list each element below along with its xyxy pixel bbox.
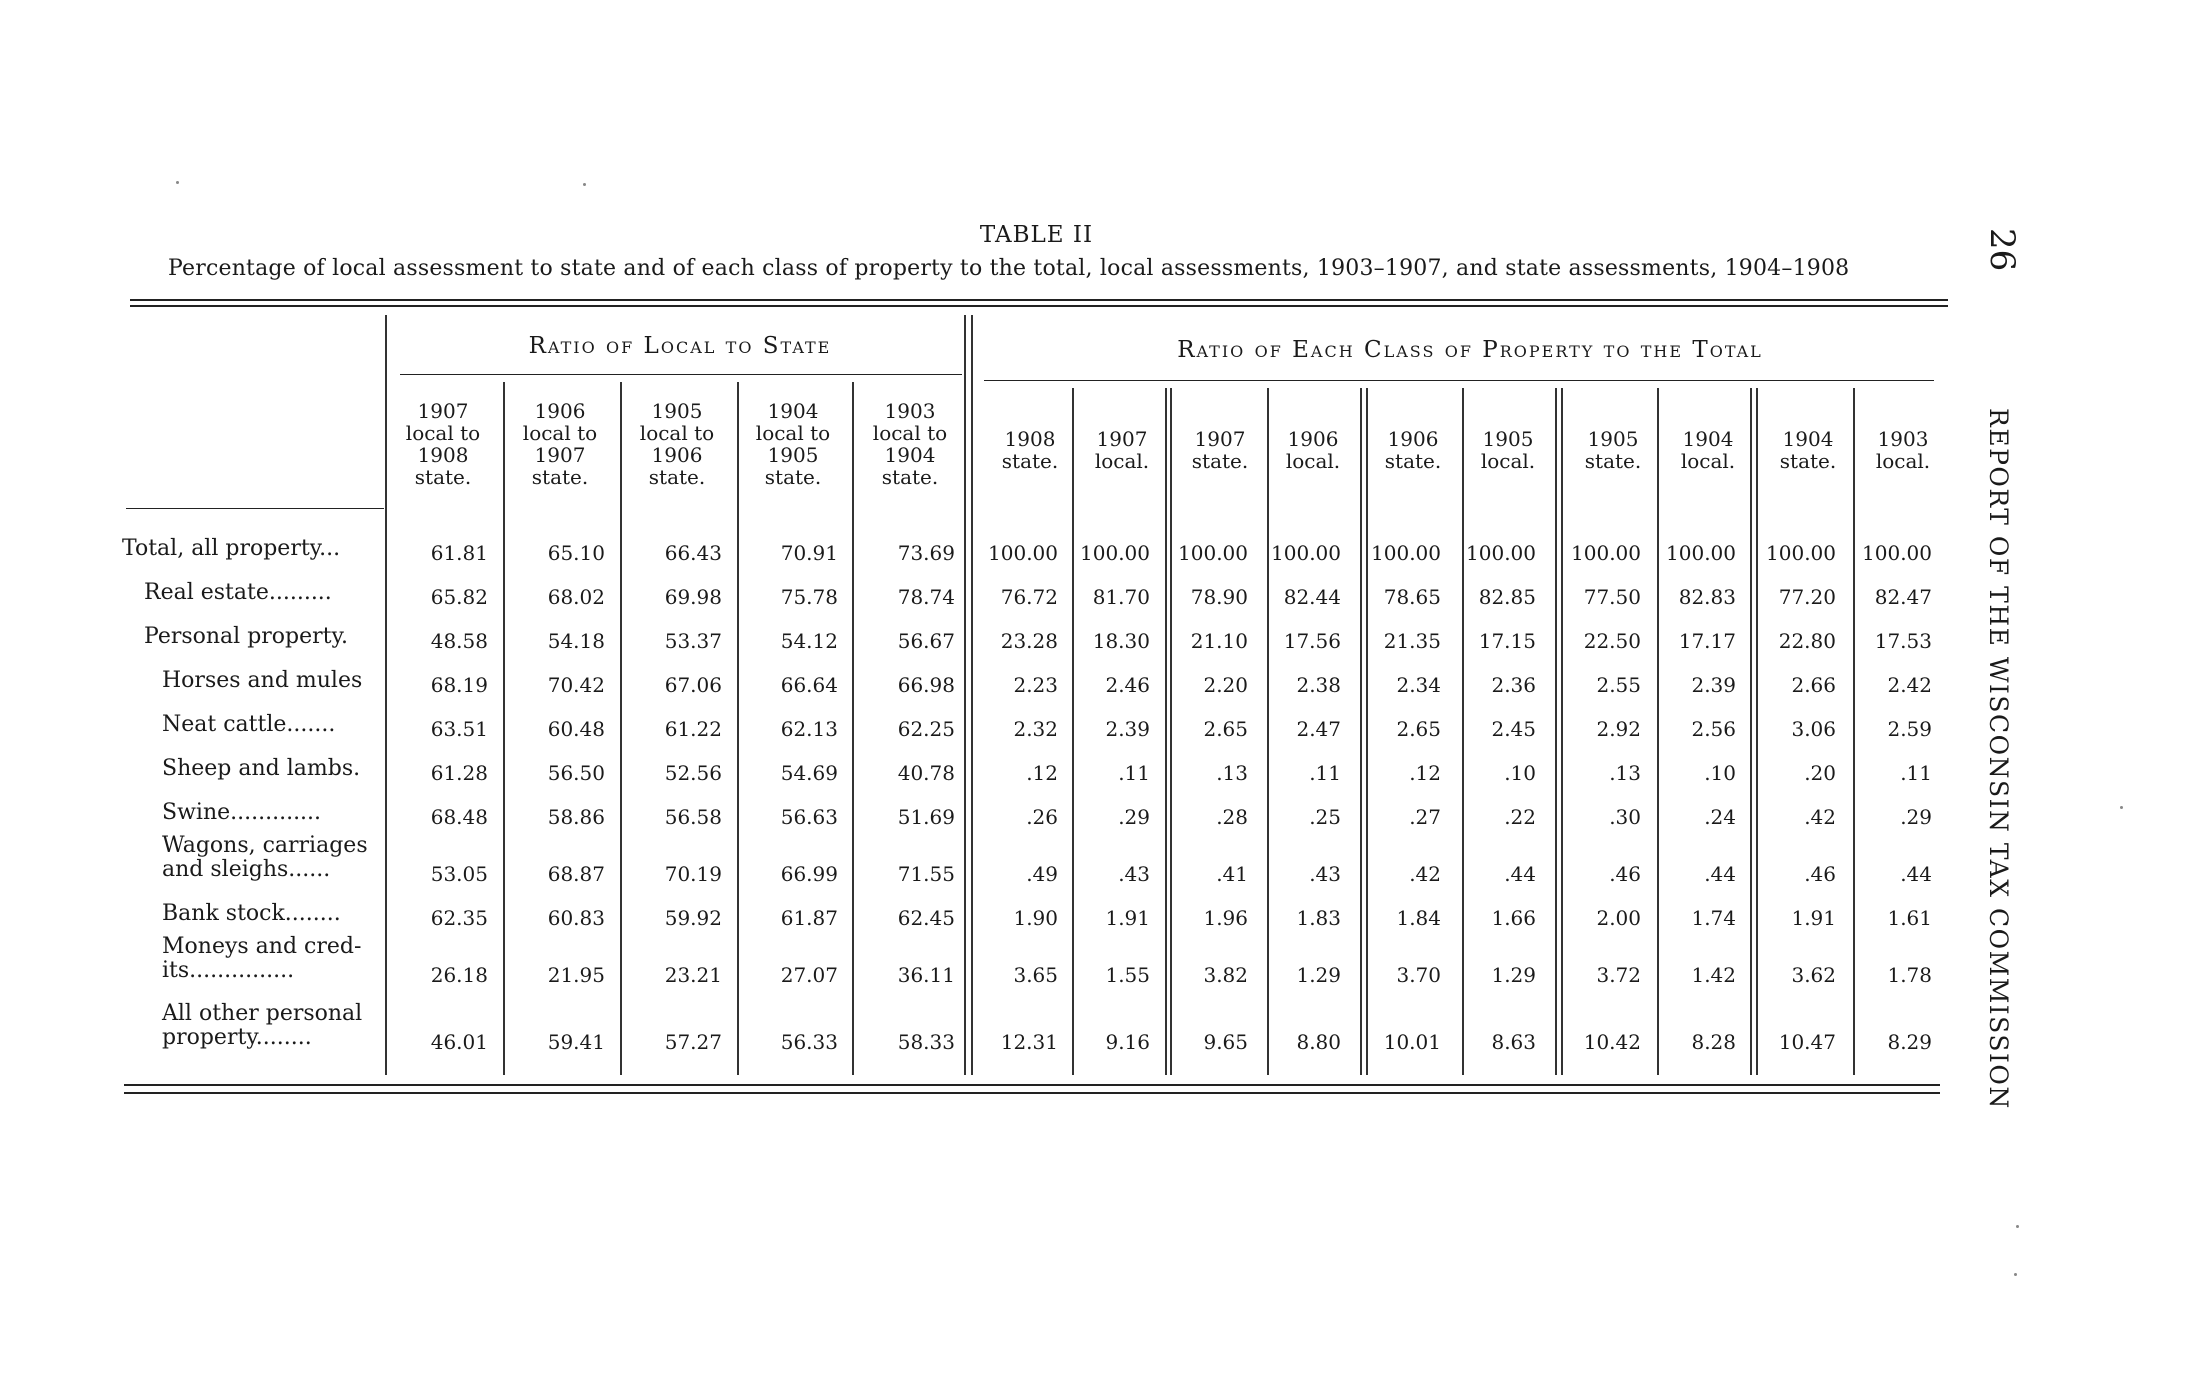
row-label bbox=[144, 581, 332, 605]
table-cell: 62.45 bbox=[897, 906, 955, 930]
table-cell: 2.00 bbox=[1596, 906, 1641, 930]
table-cell: 68.19 bbox=[430, 673, 488, 697]
table-cell: 1.91 bbox=[1791, 906, 1836, 930]
table-cell: 18.30 bbox=[1092, 629, 1150, 653]
table-cell: 100.00 bbox=[1178, 541, 1248, 565]
column-header-line: local. bbox=[1875, 449, 1931, 473]
table-cell: .11 bbox=[1900, 761, 1932, 785]
column-header-line: state. bbox=[1001, 449, 1059, 473]
table-cell: 2.59 bbox=[1887, 717, 1932, 741]
table-cell: 2.34 bbox=[1396, 673, 1441, 697]
table-cell: 8.29 bbox=[1887, 1030, 1932, 1054]
row-label bbox=[162, 669, 362, 693]
table-cell: 2.92 bbox=[1596, 717, 1641, 741]
table-cell: 2.23 bbox=[1013, 673, 1058, 697]
table-cell: .20 bbox=[1804, 761, 1836, 785]
table-cell: .30 bbox=[1609, 805, 1641, 829]
table-cell: 100.00 bbox=[1862, 541, 1932, 565]
table-cell: 23.28 bbox=[1000, 629, 1058, 653]
table-cell: 100.00 bbox=[1371, 541, 1441, 565]
column-header-line: 1905 bbox=[651, 399, 703, 423]
table-cell: 1.66 bbox=[1491, 906, 1536, 930]
table-cell: 1.83 bbox=[1296, 906, 1341, 930]
table-cell: 62.35 bbox=[430, 906, 488, 930]
table-cell: 2.66 bbox=[1791, 673, 1836, 697]
row-label bbox=[162, 713, 335, 737]
running-head: REPORT OF THE WISCONSIN TAX COMMISSION bbox=[1984, 408, 2013, 1110]
group-header-class-to-total: Ratio of Each Class of Property to the Total bbox=[1177, 337, 1763, 363]
table-cell: .46 bbox=[1609, 862, 1641, 886]
page-number: 26 bbox=[1982, 228, 2022, 272]
table-cell: .11 bbox=[1309, 761, 1341, 785]
table-cell: 82.44 bbox=[1283, 585, 1341, 609]
table-cell: .11 bbox=[1118, 761, 1150, 785]
table-cell: 78.90 bbox=[1190, 585, 1248, 609]
table-cell: 100.00 bbox=[1080, 541, 1150, 565]
table-cell: 1.90 bbox=[1013, 906, 1058, 930]
table-cell: 77.20 bbox=[1778, 585, 1836, 609]
column-header-line: state. bbox=[1384, 449, 1442, 473]
rule-top bbox=[130, 305, 1948, 307]
table-cell: 58.33 bbox=[897, 1030, 955, 1054]
row-label bbox=[162, 834, 368, 882]
table-cell: 61.22 bbox=[664, 717, 722, 741]
table-cell: 2.36 bbox=[1491, 673, 1536, 697]
table-cell: 70.42 bbox=[547, 673, 605, 697]
column-header-line: 1905 bbox=[1482, 427, 1534, 451]
table-cell: .28 bbox=[1216, 805, 1248, 829]
column-header-line: state. bbox=[1584, 449, 1642, 473]
table-cell: 60.48 bbox=[547, 717, 605, 741]
table-cell: 62.13 bbox=[780, 717, 838, 741]
table-cell: 100.00 bbox=[988, 541, 1058, 565]
table-cell: 67.06 bbox=[664, 673, 722, 697]
table-cell: 56.63 bbox=[780, 805, 838, 829]
table-cell: 70.19 bbox=[664, 862, 722, 886]
table-cell: .22 bbox=[1504, 805, 1536, 829]
row-label-line: Horses and mules bbox=[162, 668, 363, 693]
group-header-local-to-state: Ratio of Local to State bbox=[528, 333, 832, 359]
table-cell: 2.20 bbox=[1203, 673, 1248, 697]
table-cell: 1.96 bbox=[1203, 906, 1248, 930]
column-header-line: local. bbox=[1094, 449, 1150, 473]
row-label-line: its............... bbox=[162, 958, 295, 983]
column-header-line: 1904 bbox=[767, 399, 819, 423]
column-header bbox=[1650, 428, 1766, 472]
row-label bbox=[162, 1002, 362, 1050]
row-label-line: Neat cattle....... bbox=[162, 712, 336, 737]
column-header-line: state. bbox=[764, 465, 822, 489]
column-header-line: 1904 bbox=[1682, 427, 1734, 451]
table-cell: .27 bbox=[1409, 805, 1441, 829]
table-cell: 53.05 bbox=[430, 862, 488, 886]
table-cell: 1.61 bbox=[1887, 906, 1932, 930]
table-cell: 76.72 bbox=[1000, 585, 1058, 609]
table-cell: 3.65 bbox=[1013, 963, 1058, 987]
rule-under-headers bbox=[126, 508, 384, 509]
table-cell: 17.53 bbox=[1874, 629, 1932, 653]
table-cell: 59.41 bbox=[547, 1030, 605, 1054]
row-label bbox=[162, 902, 341, 926]
scan-speck bbox=[2016, 1225, 2019, 1228]
table-cell: 9.16 bbox=[1105, 1030, 1150, 1054]
column-header-line: 1905 bbox=[767, 443, 819, 467]
table-cell: .24 bbox=[1704, 805, 1736, 829]
row-label bbox=[162, 801, 321, 825]
row-label-line: property........ bbox=[162, 1025, 312, 1050]
table-cell: 21.95 bbox=[547, 963, 605, 987]
table-cell: 53.37 bbox=[664, 629, 722, 653]
table-cell: 10.47 bbox=[1778, 1030, 1836, 1054]
table-cell: 2.38 bbox=[1296, 673, 1341, 697]
column-header-line: local. bbox=[1680, 449, 1736, 473]
rule-under-group bbox=[984, 380, 1934, 381]
table-cell: 66.99 bbox=[780, 862, 838, 886]
table-cell: 2.39 bbox=[1105, 717, 1150, 741]
column-header-line: 1906 bbox=[1287, 427, 1339, 451]
table-cell: 1.29 bbox=[1491, 963, 1536, 987]
table-caption: Percentage of local assessment to state and of each class of property to the total, local assessments, 1903–1907, and state assessments, 1904–1908 bbox=[168, 256, 1850, 281]
column-header-line: local to bbox=[639, 421, 715, 445]
column-header-line: local to bbox=[872, 421, 948, 445]
table-cell: 82.83 bbox=[1678, 585, 1736, 609]
table-cell: 100.00 bbox=[1271, 541, 1341, 565]
row-label-line: All other personal bbox=[162, 1001, 363, 1026]
scan-speck bbox=[2014, 1273, 2017, 1276]
table-cell: 56.50 bbox=[547, 761, 605, 785]
table-cell: 1.78 bbox=[1887, 963, 1932, 987]
table-cell: 2.45 bbox=[1491, 717, 1536, 741]
table-cell: 60.83 bbox=[547, 906, 605, 930]
column-header-line: local. bbox=[1480, 449, 1536, 473]
table-cell: 56.67 bbox=[897, 629, 955, 653]
table-cell: 26.18 bbox=[430, 963, 488, 987]
table-cell: .10 bbox=[1704, 761, 1736, 785]
table-cell: .41 bbox=[1216, 862, 1248, 886]
table-cell: 68.87 bbox=[547, 862, 605, 886]
table-cell: 8.80 bbox=[1296, 1030, 1341, 1054]
table-cell: 3.70 bbox=[1396, 963, 1441, 987]
column-header bbox=[852, 400, 968, 488]
table-cell: .49 bbox=[1026, 862, 1058, 886]
column-header-line: state. bbox=[531, 465, 589, 489]
table-cell: 2.55 bbox=[1596, 673, 1641, 697]
row-label bbox=[162, 935, 361, 983]
table-cell: 2.65 bbox=[1203, 717, 1248, 741]
row-label-line: Real estate......... bbox=[144, 580, 332, 605]
table-cell: .44 bbox=[1900, 862, 1932, 886]
table-cell: 1.55 bbox=[1105, 963, 1150, 987]
table-cell: 10.01 bbox=[1383, 1030, 1441, 1054]
table-cell: 2.46 bbox=[1105, 673, 1150, 697]
row-label-line: Sheep and lambs. bbox=[162, 756, 361, 781]
table-cell: 77.50 bbox=[1583, 585, 1641, 609]
table-cell: 61.81 bbox=[430, 541, 488, 565]
table-cell: 2.42 bbox=[1887, 673, 1932, 697]
column-header-line: state. bbox=[1191, 449, 1249, 473]
table-cell: 70.91 bbox=[780, 541, 838, 565]
table-cell: 22.50 bbox=[1583, 629, 1641, 653]
column-header-line: local to bbox=[755, 421, 831, 445]
table-cell: 3.06 bbox=[1791, 717, 1836, 741]
table-cell: 100.00 bbox=[1466, 541, 1536, 565]
column-header-line: 1908 bbox=[417, 443, 469, 467]
row-label-line: Moneys and cred- bbox=[162, 934, 362, 959]
table-cell: 1.74 bbox=[1691, 906, 1736, 930]
table-cell: .44 bbox=[1704, 862, 1736, 886]
table-cell: 61.28 bbox=[430, 761, 488, 785]
table-cell: .26 bbox=[1026, 805, 1058, 829]
table-cell: 8.63 bbox=[1491, 1030, 1536, 1054]
table-cell: 56.58 bbox=[664, 805, 722, 829]
table-cell: 8.28 bbox=[1691, 1030, 1736, 1054]
table-cell: 58.86 bbox=[547, 805, 605, 829]
table-cell: 36.11 bbox=[897, 963, 955, 987]
rule-bottom bbox=[124, 1084, 1940, 1086]
table-cell: 57.27 bbox=[664, 1030, 722, 1054]
column-header-line: 1903 bbox=[1877, 427, 1929, 451]
table-cell: 48.58 bbox=[430, 629, 488, 653]
table-cell: 66.98 bbox=[897, 673, 955, 697]
column-header-line: local to bbox=[522, 421, 598, 445]
column-header-line: local to bbox=[405, 421, 481, 445]
table-cell: 2.32 bbox=[1013, 717, 1058, 741]
table-cell: 69.98 bbox=[664, 585, 722, 609]
table-cell: 73.69 bbox=[897, 541, 955, 565]
table-cell: 1.42 bbox=[1691, 963, 1736, 987]
table-cell: 78.74 bbox=[897, 585, 955, 609]
column-header bbox=[735, 400, 851, 488]
row-label bbox=[122, 537, 340, 561]
table-cell: 21.35 bbox=[1383, 629, 1441, 653]
table-cell: 65.82 bbox=[430, 585, 488, 609]
table-cell: .42 bbox=[1409, 862, 1441, 886]
row-label-line: Personal property. bbox=[144, 624, 349, 649]
table-cell: 78.65 bbox=[1383, 585, 1441, 609]
table-cell: 81.70 bbox=[1092, 585, 1150, 609]
table-cell: .42 bbox=[1804, 805, 1836, 829]
column-header-line: state. bbox=[648, 465, 706, 489]
table-cell: 23.21 bbox=[664, 963, 722, 987]
table-cell: 71.55 bbox=[897, 862, 955, 886]
table-cell: .13 bbox=[1609, 761, 1641, 785]
table-cell: 2.39 bbox=[1691, 673, 1736, 697]
table-cell: 21.10 bbox=[1190, 629, 1248, 653]
table-cell: .46 bbox=[1804, 862, 1836, 886]
table-cell: 63.51 bbox=[430, 717, 488, 741]
table-cell: 54.12 bbox=[780, 629, 838, 653]
column-header bbox=[1450, 428, 1566, 472]
table-cell: 61.87 bbox=[780, 906, 838, 930]
table-cell: 51.69 bbox=[897, 805, 955, 829]
column-header-line: 1903 bbox=[884, 399, 936, 423]
table-cell: 68.48 bbox=[430, 805, 488, 829]
column-header-line: 1907 bbox=[1096, 427, 1148, 451]
table-cell: .29 bbox=[1900, 805, 1932, 829]
rule-under-group bbox=[400, 374, 962, 375]
table-cell: 66.43 bbox=[664, 541, 722, 565]
table-cell: .44 bbox=[1504, 862, 1536, 886]
table-cell: 3.72 bbox=[1596, 963, 1641, 987]
column-header-line: 1906 bbox=[1387, 427, 1439, 451]
table-cell: .43 bbox=[1118, 862, 1150, 886]
table-cell: 40.78 bbox=[897, 761, 955, 785]
table-cell: 10.42 bbox=[1583, 1030, 1641, 1054]
rule-bottom bbox=[124, 1092, 1940, 1094]
column-header bbox=[1845, 428, 1961, 472]
column-header-line: 1907 bbox=[534, 443, 586, 467]
table-cell: 17.17 bbox=[1678, 629, 1736, 653]
table-title: TABLE II bbox=[979, 222, 1094, 248]
table-cell: 1.29 bbox=[1296, 963, 1341, 987]
table-cell: .29 bbox=[1118, 805, 1150, 829]
table-cell: 2.65 bbox=[1396, 717, 1441, 741]
table-cell: 3.82 bbox=[1203, 963, 1248, 987]
table-cell: 9.65 bbox=[1203, 1030, 1248, 1054]
table-cell: .12 bbox=[1026, 761, 1058, 785]
row-label-line: and sleighs...... bbox=[162, 857, 331, 882]
row-label-line: Total, all property... bbox=[122, 536, 341, 561]
row-label-line: Bank stock........ bbox=[162, 901, 341, 926]
table-cell: .43 bbox=[1309, 862, 1341, 886]
table-cell: .10 bbox=[1504, 761, 1536, 785]
table-cell: 54.18 bbox=[547, 629, 605, 653]
table-cell: 52.56 bbox=[664, 761, 722, 785]
table-cell: 100.00 bbox=[1666, 541, 1736, 565]
column-header bbox=[1255, 428, 1371, 472]
table-cell: 17.15 bbox=[1478, 629, 1536, 653]
table-cell: 68.02 bbox=[547, 585, 605, 609]
table-cell: 75.78 bbox=[780, 585, 838, 609]
table-cell: 3.62 bbox=[1791, 963, 1836, 987]
column-header-line: 1906 bbox=[651, 443, 703, 467]
table-cell: 1.84 bbox=[1396, 906, 1441, 930]
column-header-line: state. bbox=[1779, 449, 1837, 473]
table-cell: .13 bbox=[1216, 761, 1248, 785]
table-cell: .25 bbox=[1309, 805, 1341, 829]
table-cell: 2.47 bbox=[1296, 717, 1341, 741]
table-cell: 1.91 bbox=[1105, 906, 1150, 930]
table-cell: 65.10 bbox=[547, 541, 605, 565]
table-cell: 17.56 bbox=[1283, 629, 1341, 653]
column-header-line: state. bbox=[414, 465, 472, 489]
scan-speck bbox=[583, 183, 586, 186]
column-header-line: 1907 bbox=[417, 399, 469, 423]
column-header bbox=[385, 400, 501, 488]
row-label bbox=[144, 625, 348, 649]
column-header bbox=[502, 400, 618, 488]
table-cell: 27.07 bbox=[780, 963, 838, 987]
table-cell: 66.64 bbox=[780, 673, 838, 697]
table-cell: 22.80 bbox=[1778, 629, 1836, 653]
scan-speck bbox=[2120, 806, 2123, 809]
table-cell: 54.69 bbox=[780, 761, 838, 785]
table-cell: 62.25 bbox=[897, 717, 955, 741]
column-header-line: 1905 bbox=[1587, 427, 1639, 451]
row-label bbox=[162, 757, 360, 781]
rule-top bbox=[130, 299, 1948, 301]
column-header bbox=[619, 400, 735, 488]
scan-speck bbox=[176, 181, 179, 184]
table-cell: 59.92 bbox=[664, 906, 722, 930]
table-cell: 100.00 bbox=[1766, 541, 1836, 565]
table-cell: .12 bbox=[1409, 761, 1441, 785]
table-cell: 82.85 bbox=[1478, 585, 1536, 609]
table-cell: 56.33 bbox=[780, 1030, 838, 1054]
column-header-line: local. bbox=[1285, 449, 1341, 473]
column-header-line: 1904 bbox=[884, 443, 936, 467]
table-cell: 46.01 bbox=[430, 1030, 488, 1054]
row-label-line: Wagons, carriages bbox=[162, 833, 368, 858]
row-label-line: Swine............. bbox=[162, 800, 322, 825]
column-header-line: 1904 bbox=[1782, 427, 1834, 451]
column-header-line: 1907 bbox=[1194, 427, 1246, 451]
column-header-line: 1906 bbox=[534, 399, 586, 423]
table-cell: 100.00 bbox=[1571, 541, 1641, 565]
column-header-line: 1908 bbox=[1004, 427, 1056, 451]
column-header-line: state. bbox=[881, 465, 939, 489]
table-cell: 82.47 bbox=[1874, 585, 1932, 609]
table-cell: 12.31 bbox=[1000, 1030, 1058, 1054]
table-cell: 2.56 bbox=[1691, 717, 1736, 741]
